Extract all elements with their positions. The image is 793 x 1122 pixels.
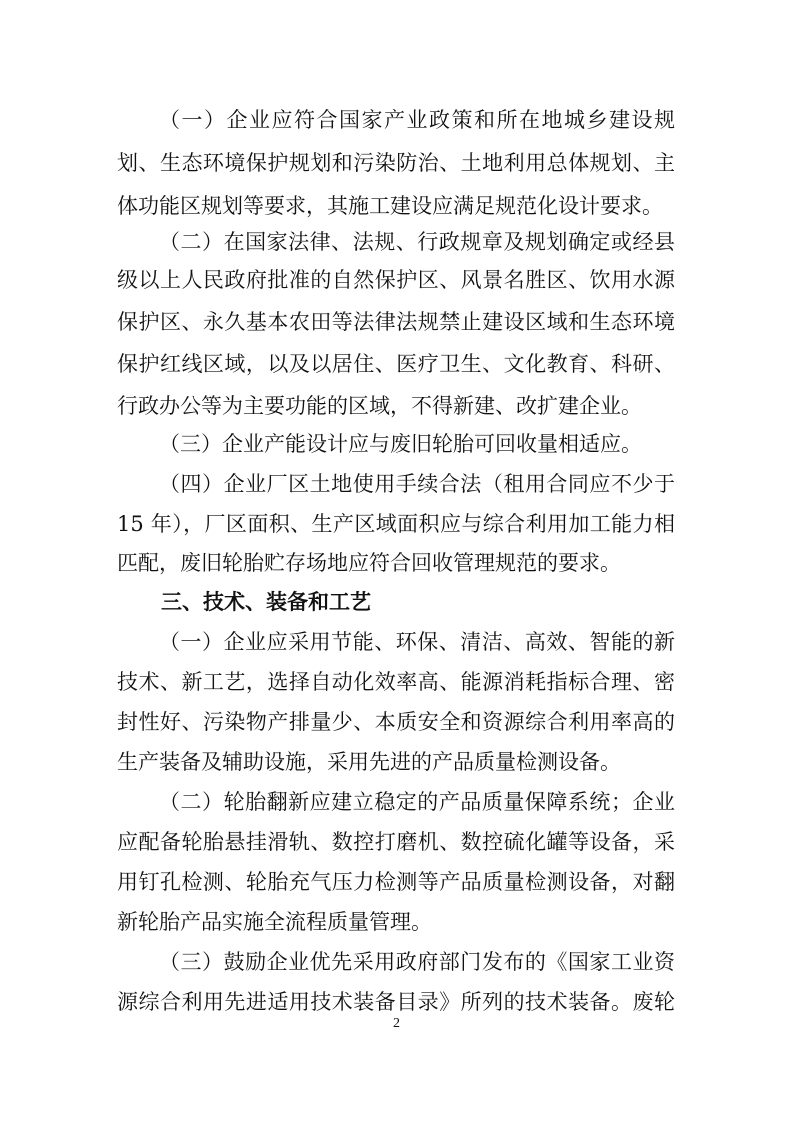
section-heading: 三、技术、装备和工艺	[161, 590, 371, 614]
text-line: 保护区、永久基本农田等法律法规禁止建设区域和生态环境	[117, 310, 675, 334]
text-line: 级以上人民政府批准的自然保护区、风景名胜区、饮用水源	[117, 268, 675, 292]
text-line: 划、生态环境保护规划和污染防治、土地利用总体规划、主	[117, 151, 675, 175]
page-number: 2	[393, 1016, 400, 1031]
text-line: 新轮胎产品实施全流程质量管理。	[117, 910, 432, 934]
text-line: 体功能区规划等要求，其施工建设应满足规范化设计要求。	[117, 194, 663, 218]
text-line: （二）在国家法律、法规、行政规章及规划确定或经县	[159, 230, 675, 254]
text-line: （二）轮胎翻新应建立稳定的产品质量保障系统；企业	[159, 790, 675, 814]
text-line: 15 年），厂区面积、生产区域面积应与综合利用加工能力相	[117, 512, 675, 536]
text-line: 生产装备及辅助设施，采用先进的产品质量检测设备。	[117, 750, 621, 774]
text-line: （一）企业应符合国家产业政策和所在地城乡建设规	[159, 108, 675, 132]
text-line: 应配备轮胎悬挂滑轨、数控打磨机、数控硫化罐等设备，采	[117, 830, 675, 854]
text-line: 封性好、污染物产排量少、本质安全和资源综合利用率高的	[117, 710, 675, 734]
text-line: 保护红线区域，以及以居住、医疗卫生、文化教育、科研、	[117, 352, 675, 376]
text-line: 匹配，废旧轮胎贮存场地应符合回收管理规范的要求。	[117, 551, 621, 575]
text-line: 用钉孔检测、轮胎充气压力检测等产品质量检测设备，对翻	[117, 870, 675, 894]
text-line: （四）企业厂区土地使用手续合法（租用合同应不少于	[159, 472, 675, 496]
text-line: （三）企业产能设计应与废旧轮胎可回收量相适应。	[159, 432, 642, 456]
text-line: 行政办公等为主要功能的区域，不得新建、改扩建企业。	[117, 394, 642, 418]
text-line: （三）鼓励企业优先采用政府部门发布的《国家工业资	[159, 950, 675, 974]
text-line: 源综合利用先进适用技术装备目录》所列的技术装备。废轮	[117, 990, 675, 1014]
text-line: 技术、新工艺，选择自动化效率高、能源消耗指标合理、密	[117, 670, 675, 694]
text-line: （一）企业应采用节能、环保、清洁、高效、智能的新	[159, 630, 675, 654]
